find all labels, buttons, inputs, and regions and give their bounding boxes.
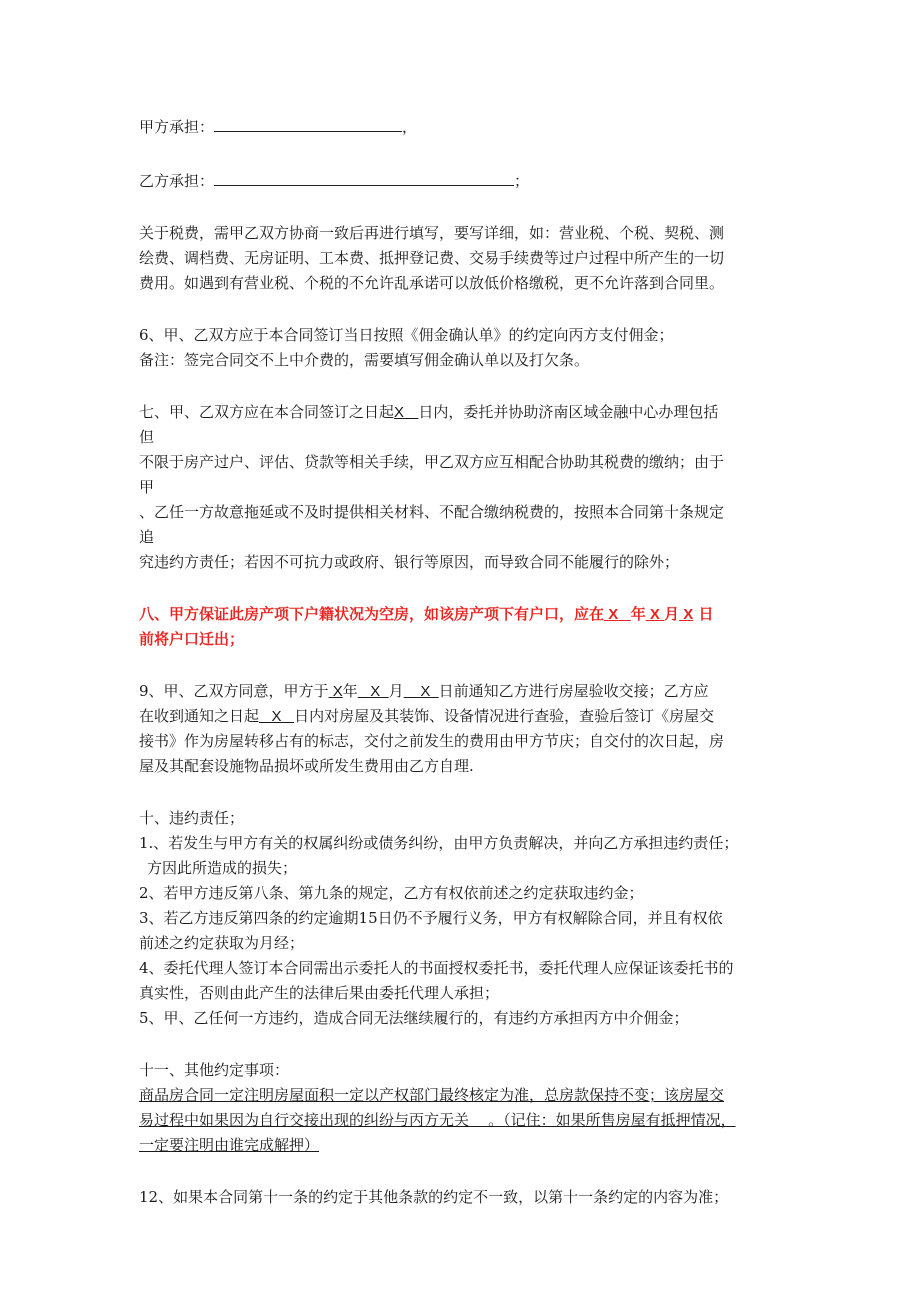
contract-page — [139, 108, 789, 1210]
clause-7-line: 究违约方责任；若因不可抗力或政府、银行等原因，而导致合同不能履行的除外； — [139, 553, 680, 571]
clause-10-item: 3、若乙方违反第四条的约定逾期15日仍不予履行义务，甲方有权解除合同，并且有权依 — [139, 909, 723, 927]
clause-10-item: 方因此所造成的损失； — [147, 859, 298, 877]
party-b-bear-line: 乙方承担： ； — [139, 167, 789, 194]
clause-9-line: 在收到通知之日起 X 日内对房屋及其装饰、设备情况进行查验，查验后签订《房屋交 — [139, 707, 715, 725]
clause-7 — [139, 400, 789, 575]
clause-11-line: 商品房合同一定注明房屋面积一定以产权部门最终核定为准，总房款保持不变；该房屋交 — [139, 1086, 725, 1104]
clause-9-line: 9、甲、乙双方同意，甲方于 X年 X 月 X 日前通知乙方进行房屋验收交接；乙方应 — [139, 682, 709, 700]
clause-10-item: 真实性，否则由此产生的法律后果由委托代理人承担； — [139, 984, 500, 1002]
clause-8 — [139, 602, 789, 652]
clause-9 — [139, 679, 789, 779]
tax-note-line: 费用。如遇到有营业税、个税的不允许乱承诺可以放低价格缴税，更不允许落到合同里。 — [139, 274, 725, 292]
tax-note — [139, 221, 789, 296]
clause-7-line: 甲 — [139, 478, 155, 496]
clause-6-remark: 备注：签完合同交不上中介费的，需要填写佣金确认单以及打欠条。 — [139, 351, 590, 369]
clause-10-item: 1.、若发生与甲方有关的权属纠纷或债务纠纷，由甲方负责解决，并向乙方承担违约责任； — [139, 834, 739, 852]
clause-11 — [139, 1058, 789, 1158]
clause-12: 12、如果本合同第十一条的约定于其他条款的约定不一致，以第十一条约定的内容为准； — [139, 1188, 729, 1206]
party-a-bear-label: 甲方承担： — [139, 118, 215, 136]
clause-11-line: 易过程中如果因为自行交接出现的纠纷与丙方无关 。（记住：如果所售房屋有抵押情况， — [139, 1111, 736, 1129]
clause-7-line: 七、甲、乙双方应在本合同签订之日起X 日内，委托并协助济南区域金融中心办理包括 — [139, 403, 719, 421]
clause-6 — [139, 323, 789, 373]
clause-9-line: 屋及其配套设施物品损坏或所发生费用由乙方自理. — [139, 757, 474, 775]
clause-11-title: 十一、其他约定事项： — [139, 1061, 290, 1079]
clause-10 — [139, 806, 789, 1031]
clause-10-item: 4、委托代理人签订本合同需出示委托人的书面授权委托书，委托代理人应保证该委托书的 — [139, 959, 734, 977]
clause-7-line: 、乙任一方故意拖延或不及时提供相关材料、不配合缴纳税费的，按照本合同第十条规定 — [139, 503, 725, 521]
clause-10-title: 十、违约责任； — [139, 809, 245, 827]
clause-10-item: 5、甲、乙任何一方违约，造成合同无法继续履行的，有违约方承担丙方中介佣金； — [139, 1009, 689, 1027]
clause-10-item: 前述之约定获取为月经； — [139, 934, 305, 952]
clause-8-line: 前将户口迁出； — [139, 630, 245, 648]
clause-7-days-blank: X — [394, 404, 405, 421]
party-a-bear-line: 甲方承担： ， — [139, 113, 789, 140]
clause-9-line: 接书》作为房屋转移占有的标志，交付之前发生的费用由甲方节庆；自交付的次日起，房 — [139, 732, 725, 750]
clause-8-line: 八、甲方保证此房产项下户籍状况为空房，如该房产项下有户口，应在 X 年 X 月 X 日 — [139, 605, 714, 623]
party-b-bear-label: 乙方承担： — [139, 172, 215, 190]
party-a-bear-blank — [214, 113, 402, 132]
clause-11-line: 一定要注明由谁完成解押） — [139, 1136, 320, 1154]
party-b-bear-blank — [214, 167, 514, 186]
clause-10-item: 2、若甲方违反第八条、第九条的规定，乙方有权依前述之约定获取违约金； — [139, 884, 644, 902]
clause-7-line: 但 — [139, 428, 155, 446]
clause-7-line: 不限于房产过户、评估、贷款等相关手续，甲乙双方应互相配合协助其税费的缴纳；由于 — [139, 453, 725, 471]
clause-6-text: 6、甲、乙双方应于本合同签订当日按照《佣金确认单》的约定向丙方支付佣金； — [139, 326, 674, 344]
tax-note-line: 绘费、调档费、无房证明、工本费、抵押登记费、交易手续费等过户过程中所产生的一切 — [139, 249, 725, 267]
clause-7-line: 追 — [139, 528, 155, 546]
tax-note-line: 关于税费，需甲乙双方协商一致后再进行填写，要写详细，如：营业税、个税、契税、测 — [139, 224, 725, 242]
